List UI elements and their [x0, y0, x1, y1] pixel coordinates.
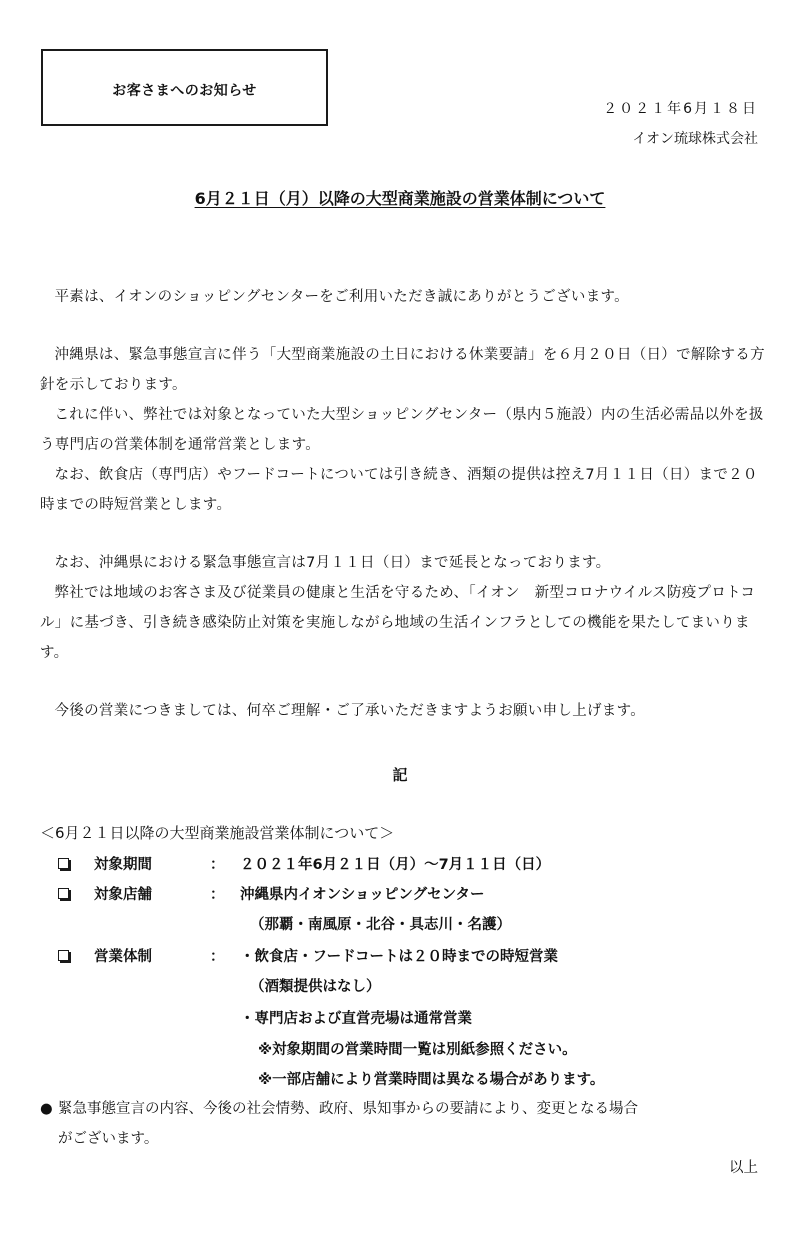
item-label-stores: 対象店舗: [94, 887, 152, 903]
paragraph-restaurants: なお、飲食店（専門店）やフードコートについては引き続き、酒類の提供は控え7月１１日（日）まで２０時までの時短営業とします。: [40, 467, 758, 513]
item-value-food: ・飲食店・フードコートは２０時までの時短営業: [240, 949, 558, 965]
item-colon: ：: [210, 857, 225, 873]
company-name: イオン琉球株式会社: [632, 131, 758, 147]
section-heading: ＜6月２１日以降の大型商業施設営業体制について＞: [40, 824, 395, 842]
checkbox-bullet-icon: [58, 858, 69, 869]
paragraph-closing-request: 今後の営業につきましては、何卒ご理解・ご了承いただきますようお願い申し上げます。: [54, 703, 646, 719]
page-title-text: 6月２１日（月）以降の大型商業施設の営業体制について: [194, 189, 606, 208]
greeting-paragraph: 平素は、イオンのショッピングセンターをご利用いただき誠にありがとうございます。: [54, 289, 629, 305]
item-label-operation: 営業体制: [94, 949, 152, 965]
item-note-hours-vary: ※一部店舗により営業時間は異なる場合があります。: [258, 1072, 605, 1088]
paragraph-protocol: 弊社では地域のお客さま及び従業員の健康と生活を守るため、「イオン 新型コロナウイルス防疫プロトコル」に基づき、引き続き感染防止対策を実施しながら地域の生活インフラとしての機能を果たしてまいります。: [40, 585, 756, 661]
paragraph-emergency-extension: なお、沖縄県における緊急事態宣言は7月１１日（日）まで延長となっております。: [54, 555, 611, 571]
issue-date: ２０２１年6月１８日: [603, 101, 758, 117]
item-value-stores: 沖縄県内イオンショッピングセンター: [240, 887, 485, 903]
checkbox-bullet-icon: [58, 888, 69, 899]
notice-box: [41, 49, 328, 126]
item-colon: ：: [210, 887, 225, 903]
checkbox-bullet-icon: [58, 950, 69, 961]
closing-remark: 以上: [729, 1160, 758, 1176]
paragraph-specialty-stores: これに伴い、弊社では対象となっていた大型ショッピングセンター（県内５施設）内の生活必需品以外を扱う専門店の営業体制を通常営業とします。: [40, 407, 764, 453]
item-value-specialty: ・専門店および直営売場は通常営業: [240, 1011, 472, 1027]
item-value-store-list: （那覇・南風原・北谷・具志川・名護）: [250, 917, 511, 933]
item-value-alcohol: （酒類提供はなし）: [250, 979, 381, 995]
paragraph-okinawa-policy: 沖縄県は、緊急事態宣言に伴う「大型商業施設の土日における休業要請」を６月２０日（日）で解除する方針を示しております。: [40, 347, 765, 393]
footnote: [40, 1094, 775, 1154]
footnote-line2: がございます。: [58, 1131, 159, 1147]
item-colon: ：: [210, 949, 225, 965]
item-note-hours-list: ※対象期間の営業時間一覧は別紙参照ください。: [258, 1042, 577, 1058]
item-value-period: ２０２１年6月２１日（月）～7月１１日（日）: [240, 857, 551, 873]
item-label-period: 対象期間: [94, 857, 152, 873]
bullet-dot-icon: ●: [40, 1101, 53, 1117]
page-title: [0, 186, 800, 209]
footnote-line1: 緊急事態宣言の内容、今後の社会情勢、政府、県知事からの要請により、変更となる場合: [58, 1101, 638, 1117]
notice-title: お客さまへのお知らせ: [112, 83, 257, 99]
ki-heading: 記: [392, 766, 408, 784]
